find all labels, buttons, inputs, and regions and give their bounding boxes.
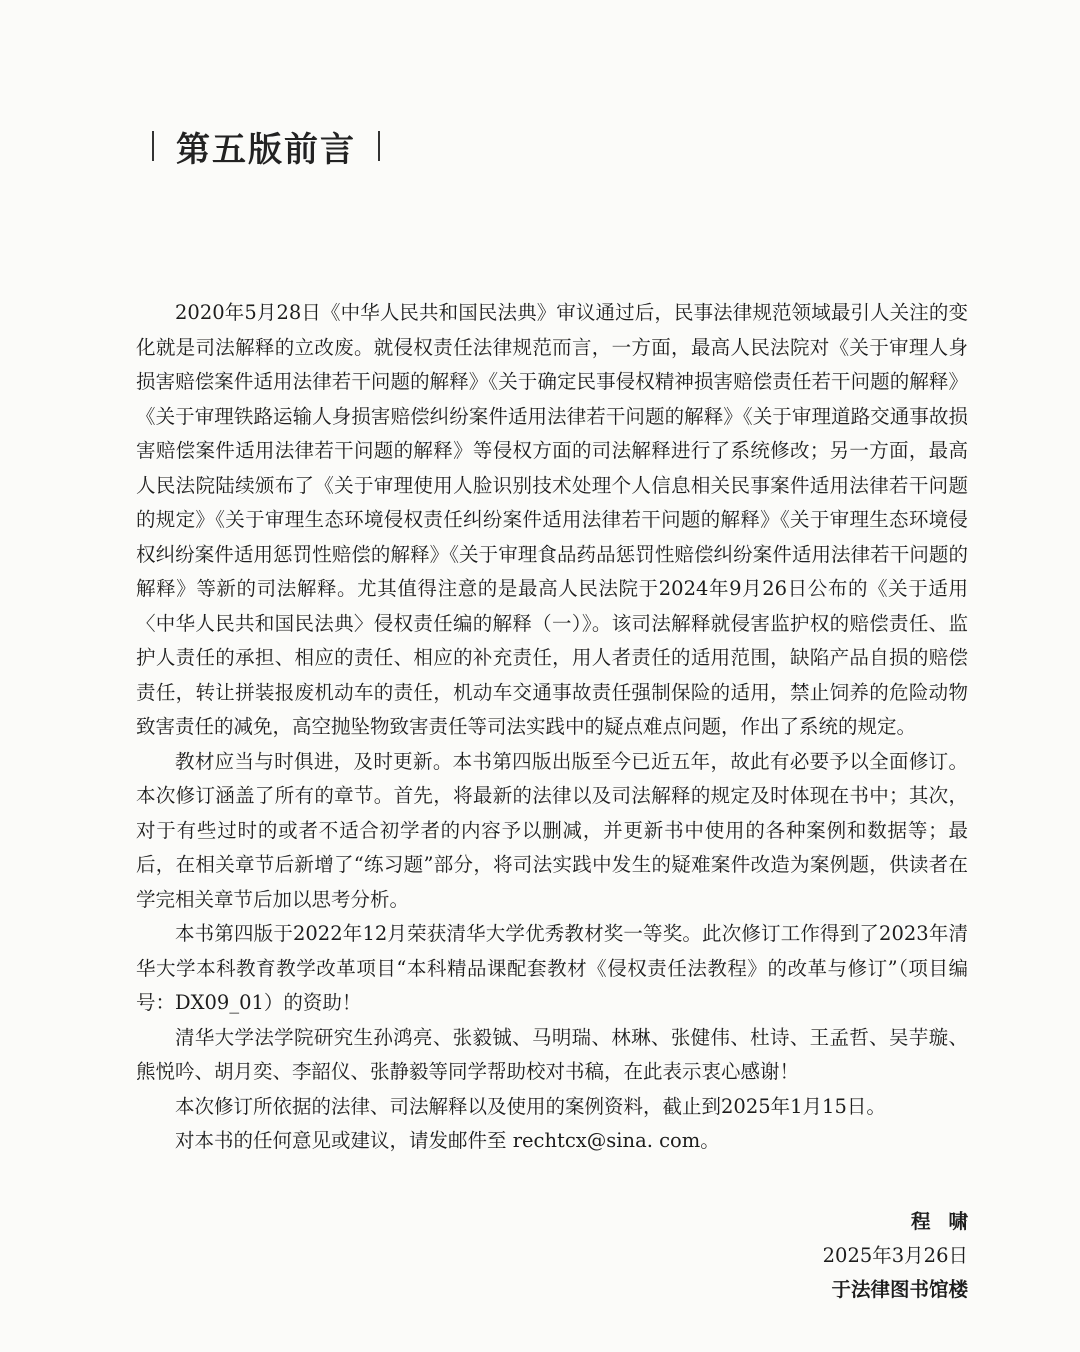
heading-left-rule	[152, 131, 154, 161]
paragraph-3: 本书第四版于2022年12月荣获清华大学优秀教材奖一等奖。此次修订工作得到了2023年清华大学本科教育教学改革项目“本科精品课配套教材《侵权责任法教程》的改革与修订”（项目编号：DX09_01）的资助！	[136, 922, 968, 1014]
page-title: 第五版前言	[176, 129, 356, 170]
paragraph-6: 对本书的任何意见或建议，请发邮件至 rechtcx@sina. com。	[175, 1129, 720, 1152]
preface-heading	[152, 118, 380, 174]
heading-right-rule	[378, 131, 380, 161]
paragraph-5: 本次修订所依据的法律、司法解释以及使用的案例资料，截止到2025年1月15日。	[175, 1094, 886, 1118]
paragraph-2: 教材应当与时俱进，及时更新。本书第四版出版至今已近五年，故此有必要予以全面修订。本次修订涵盖了所有的章节。首先，将最新的法律以及司法解释的规定及时体现在书中；其次，对于有些过时的或者不适合初学者的内容予以删减，并更新书中使用的各种案例和数据等；最后，在相关章节后新增了“练习题”部分，将司法实践中发生的疑难案件改造为案例题，供读者在学完相关章节后加以思考分析。	[136, 749, 968, 911]
signature-place: 于法律图书馆楼	[831, 1278, 968, 1301]
signature-date: 2025年3月26日	[822, 1244, 968, 1267]
signature-author: 程啸	[910, 1210, 986, 1233]
signature-block	[668, 1205, 986, 1307]
paragraph-4: 清华大学法学院研究生孙鸿亮、张毅铖、马明瑞、林琳、张健伟、杜诗、王孟哲、吴芋璇、熊悦吟、胡月奕、李韶仪、张静毅等同学帮助校对书稿，在此表示衷心感谢！	[136, 1025, 968, 1083]
paragraph-1: 2020年5月28日《中华人民共和国民法典》审议通过后，民事法律规范领域最引人关注的变化就是司法解释的立改废。就侵权责任法律规范而言，一方面，最高人民法院对《关于审理人身损害赔偿案件适用法律若干问题的解释》《关于确定民事侵权精神损害赔偿责任若干问题的解释》《关于审理铁路运输人身损害赔偿纠纷案件适用法律若干问题的解释》《关于审理道路交通事故损害赔偿案件适用法律若干问题的解释》等侵权方面的司法解释进行了系统修改；另一方面，最高人民法院陆续颁布了《关于审理使用人脸识别技术处理个人信息相关民事案件适用法律若干问题的规定》《关于审理生态环境侵权责任纠纷案件适用法律若干问题的解释》《关于审理生态环境侵权纠纷案件适用惩罚性赔偿的解释》《关于审理食品药品惩罚性赔偿纠纷案件适用法律若干问题的解释》等新的司法解释。尤其值得注意的是最高人民法院于2024年9月26日公布的《关于适用〈中华人民共和国民法典〉侵权责任编的解释（一）》。该司法解释就侵害监护权的赔偿责任、监护人责任的承担、相应的责任、相应的补充责任，用人者责任的适用范围，缺陷产品自损的赔偿责任，转让拼装报废机动车的责任，机动车交通事故责任强制保险的适用，禁止饲养的危险动物致害责任的减免，高空抛坠物致害责任等司法实践中的疑点难点问题，作出了系统的规定。	[136, 301, 968, 738]
preface-body	[136, 296, 968, 1159]
